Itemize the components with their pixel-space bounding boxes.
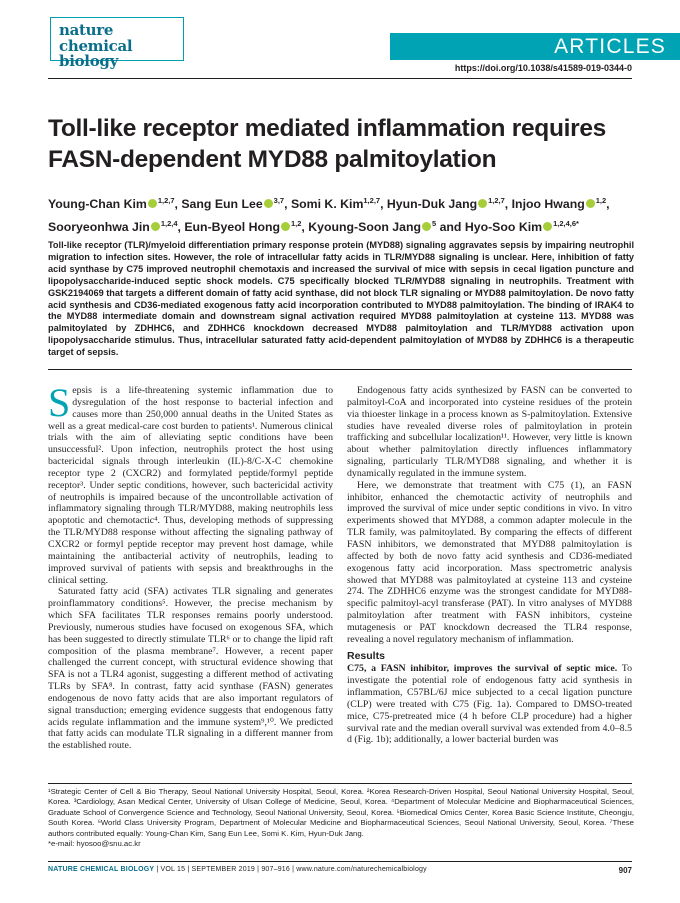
author-affiliation-marker: 3,7 [273, 196, 285, 205]
author-affiliation-marker: 1,2,4,6* [553, 219, 579, 228]
author-list [48, 191, 638, 237]
footer-divider [48, 861, 632, 862]
orcid-icon[interactable] [148, 199, 157, 208]
results-text: To investigate the potential role of endogenous fatty acid synthesis in inflammation, C57BL/6J mice subjected to a cecal ligation puncture (CLP) were treated with C75 (Fig. 1a). Compared to DMSO-treated mice, C75-pretreated mice (4 h before CLP procedure) had a higher survival rate and the median overall survival was extended from 4.0–8.5 d (Fig. 1b); additionally, a lower bacterial burden was [347, 663, 632, 746]
footnote-divider [48, 783, 632, 784]
author-affiliation-marker: 5 [431, 219, 437, 228]
author-affiliation-marker: 1,2 [595, 196, 607, 205]
author-separator: and [436, 220, 465, 234]
author-name[interactable]: Sang Eun Lee [181, 197, 263, 211]
author-affiliation-marker: 1,2,7 [363, 196, 381, 205]
body-column-left [48, 380, 333, 752]
author-separator: , [301, 220, 309, 234]
affiliations-text: ¹Strategic Center of Cell & Bio Therapy, Seoul National University Hospital, Seoul, Korea. ²Korea Research-Driven Hospital, Seoul National University Hospital, Seoul, Korea. ³Cardiology, Asan Medical Center, University of Ulsan College of Medicine, Seoul, Korea. ⁴Department of Molecular Medicine and Biopharmaceutical Sciences, Graduate School of Convergence Science and Technology, Seoul National University, Seoul, Korea. ⁵Biomedical Omics Center, Korea Basic Science Institute, Cheongju, South Korea. ⁶World Class University Program, Department of Molecular Medicine and Biopharmaceutical Sciences, Seoul National University, Seoul, Korea. ⁷These authors contributed equally: Young-Chan Kim, Sang Eun Lee, Somi K. Kim, Hyun-Duk Jang. [48, 787, 634, 838]
footer-citation-text[interactable]: | VOL 15 | SEPTEMBER 2019 | 907–916 | www.nature.com/naturechemicalbiology [154, 866, 427, 873]
page-number: 907 [618, 866, 632, 875]
journal-logo[interactable] [50, 17, 184, 70]
footer-citation [48, 866, 427, 873]
orcid-icon[interactable] [264, 199, 273, 208]
results-lead: C75, a FASN inhibitor, improves the survival of septic mice. [347, 663, 618, 675]
orcid-icon[interactable] [151, 222, 160, 231]
logo-line-nature: nature [59, 21, 114, 39]
author-separator: , [177, 220, 185, 234]
author-name[interactable]: Injoo Hwang [511, 197, 585, 211]
author-name[interactable]: Hyun-Duk Jang [386, 197, 478, 211]
author-affiliation-marker: 1,2,7 [488, 196, 505, 205]
orcid-icon[interactable] [586, 199, 595, 208]
intro-paragraph-4: Here, we demonstrate that treatment with C75 (1), an FASN inhibitor, enhanced the chemotactic activity of neutrophils and improved the survival of mice under septic conditions in vivo. In vitro experiments showed that MYD88, a common adapter molecule in the TLR family, was palmitoylated. By comparing the effects of different FASN inhibitors, we demonstrated that MYD88 palmitoylation is affected by both de novo fatty acid synthesis and CD36-mediated exogenous fatty acid incorporation. Mass spectrometric analysis showed that MYD88 was palmitoylated at cysteine 113 and cysteine 274. The ZDHHC6 enzyme was the strongest candidate for MYD88-specific palmitoyl-acyl transferase (PAT). In vitro analyses of MYD88 palmitoylation after treatment with FASN inhibitors, cysteine mutagenesis or PAT knockdown decreased the TLR4 response, revealing a novel regulatory mechanism of inflammation. [347, 479, 632, 645]
body-column-right [347, 385, 632, 746]
section-banner [390, 33, 680, 60]
intro-paragraph-1-text: epsis is a life-threatening systemic inflammation due to dysregulation of the host response to bacterial infection and causes more than 250,000 annual deaths in the United States as well as a great medical-care cost burden to patients¹. Numerous clinical trials with the aim of alleviating septic conditions have been unsuccessful². Upon infection, neutrophils protect the host using bactericidal signals through interleukin (IL)-8/C-X-C chemokine receptor type 2 (CXCR2) and formylated peptide/formyl peptide receptor³. Under septic conditions, however, such bactericidal activity of neutrophils is impaired because of the uncontrollable activation of inflammatory signaling through TLR/MYD88, making neutrophils less apoptotic and chemotactic⁴. Thus, developing methods of suppressing the TLR/MYD88 response without affecting the signaling pathway of CXCR2 or formyl peptide receptor may prevent host damage, while maintaining the antibacterial activity of neutrophils, leading to improved survival of patients with sepsis and breakthroughs in the clinical setting. [48, 385, 333, 586]
author-affiliation-marker: 1,2,7 [157, 196, 175, 205]
abstract: Toll-like receptor (TLR)/myeloid differentiation primary response protein (MYD88) signaling aggravates sepsis by impairing neutrophil migration to infection sites. However, the role of intracellular fatty acids in TLR/MYD88 signaling is unclear. Here, inhibition of fatty acid synthase by C75 improved neutrophil chemotaxis and increased the survival of mice with sepsis in cecal ligation puncture and lipopolysaccharide-induced septic shock models. C75 specifically blocked TLR/MYD88 signaling in neutrophils. Treatment with GSK2194069 that targets a different domain of fatty acid synthase, did not block TLR signaling or MYD88 palmitoylation. De novo fatty acid synthesis and CD36-mediated exogenous fatty acid incorporation contributed to MYD88 palmitoylation. The binding of IRAK4 to the MYD88 intermediate domain and downstream signal activation required MYD88 palmitoylation at cysteine 113. MYD88 was palmitoylated by ZDHHC6, and ZDHHC6 knockdown decreased MYD88 palmitoylation and TLR/MYD88 activation upon lipopolysaccharide stimulus. Thus, intracellular saturated fatty acid-dependent palmitoylation of MYD88 by ZDHHC6 is a therapeutic target of sepsis. [48, 240, 634, 358]
author-name[interactable]: Sooryeonhwa Jin [48, 220, 150, 234]
journal-header [0, 0, 680, 90]
results-paragraph-1 [347, 663, 632, 746]
author-separator: , [504, 197, 512, 211]
affiliations-footnote [48, 787, 634, 849]
author-affiliation-marker: 1,2 [290, 219, 302, 228]
author-separator: , [606, 197, 610, 211]
author-affiliation-marker: 1,2,4 [160, 219, 178, 228]
orcid-icon[interactable] [478, 199, 487, 208]
corresponding-email[interactable]: *e-mail: hyosoo@snu.ac.kr [48, 839, 141, 849]
orcid-icon[interactable] [281, 222, 290, 231]
author-name[interactable]: Young-Chan Kim [48, 197, 147, 211]
article-title: Toll-like receptor mediated inflammation requires FASN-dependent MYD88 palmitoylation [48, 115, 607, 173]
author-name[interactable]: Eun-Byeol Hong [184, 220, 280, 234]
author-separator: , [380, 197, 387, 211]
author-name[interactable]: Somi K. Kim [290, 197, 364, 211]
logo-line-chemical-biology: chemical biology [59, 37, 133, 70]
author-separator: , [174, 197, 182, 211]
orcid-icon[interactable] [422, 222, 431, 231]
results-heading: Results [347, 649, 385, 662]
author-name[interactable]: Kyoung-Soon Jang [308, 220, 421, 234]
orcid-icon[interactable] [543, 222, 552, 231]
drop-cap: S [48, 380, 71, 425]
header-divider [48, 78, 632, 79]
doi-link[interactable]: https://doi.org/10.1038/s41589-019-0344-0 [454, 63, 632, 73]
footer-journal-name: NATURE CHEMICAL BIOLOGY [48, 866, 155, 873]
author-name[interactable]: Hyo-Soo Kim [464, 220, 543, 234]
abstract-divider [48, 369, 632, 370]
section-label: ARTICLES [554, 35, 666, 58]
intro-paragraph-1 [48, 380, 333, 586]
intro-paragraph-2: Saturated fatty acid (SFA) activates TLR signaling and generates proinflammatory conditions⁵. However, the precise mechanism by which SFA facilitates TLR responses remains poorly understood. Previously, numerous studies have focused on exogenous SFA, which has been suggested to directly stimulate TLR⁶ or to change the lipid raft composition of the plasma membrane⁷. However, a recent paper challenged the current concept, with structural evidence showing that SFA is not a TLR4 agonist, suggesting a different method of activating TLRs by SFA⁸. In contrast, fatty acid synthase (FASN) generates endogenous de novo fatty acids that are also important regulators of signal transduction; emerging evidence suggests that endogenous fatty acids regulate inflammation and the immune system⁹,¹⁰. We predicted that fatty acids can modulate TLR signaling in a different manner from the established route. [48, 586, 333, 752]
intro-paragraph-3: Endogenous fatty acids synthesized by FASN can be converted to palmitoyl-CoA and incorporated into cysteine residues of the protein via thioester linkage in a process known as S-palmitoylation. Extensive studies have revealed diverse roles of palmitoylation in protein trafficking and subcellular localization¹¹. However, very little is known about whether palmitoylation directly influences inflammatory signaling, particularly TLR/MYD88 signaling, and whether it is dynamically regulated in the immune system. [347, 385, 632, 479]
author-separator: , [284, 197, 291, 211]
